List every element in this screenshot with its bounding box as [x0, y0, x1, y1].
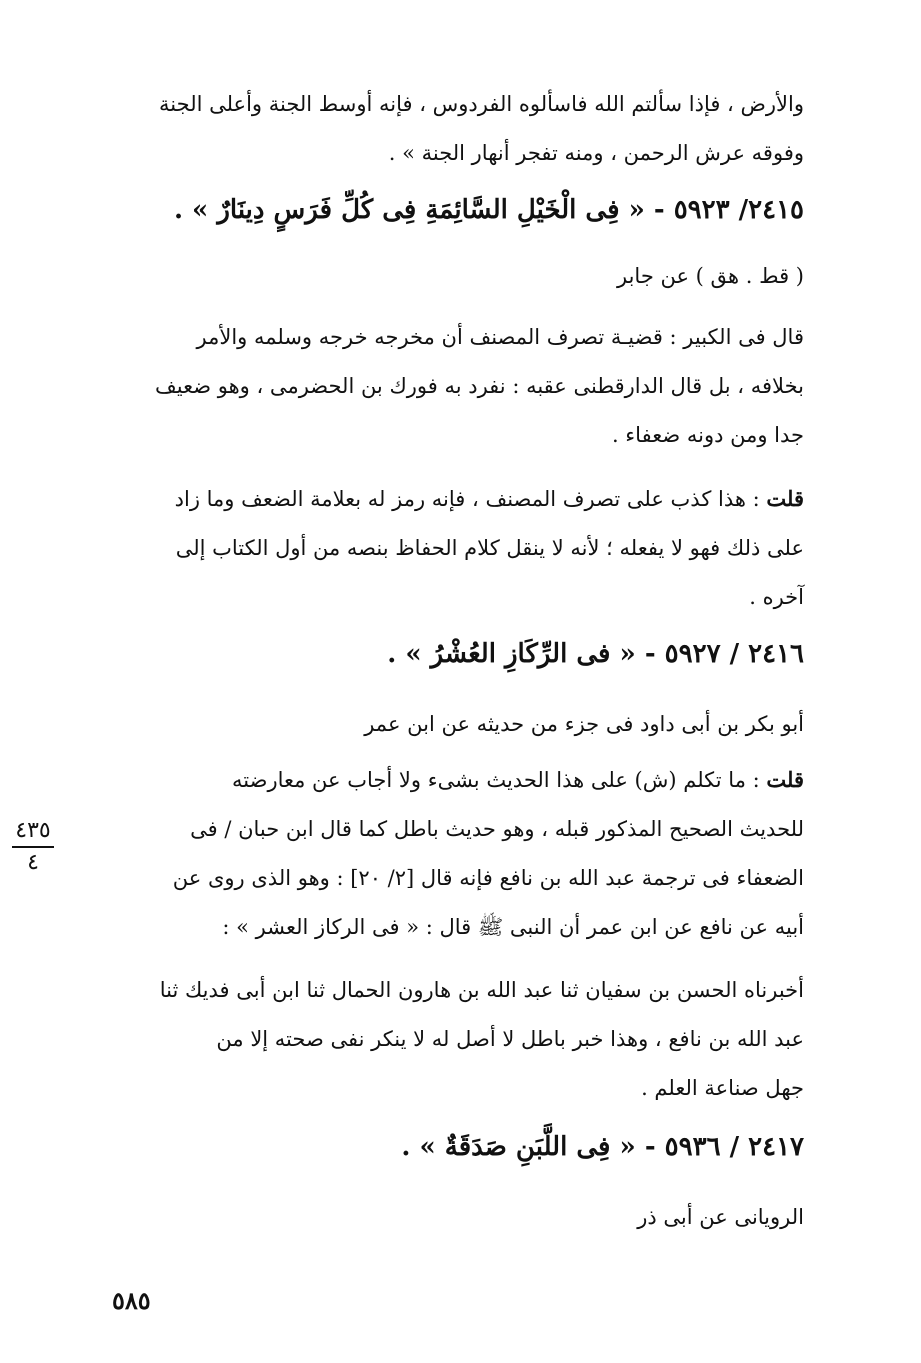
margin-reference-top: ٤٣٥	[15, 818, 51, 843]
hadith-source-2415: ( قط . هق ) عن جابر	[616, 264, 804, 288]
text-line: قال فى الكبير : قضيـة تصرف المصنف أن مخرجه خرجه وسلمه والأمر	[196, 325, 804, 349]
hadith-heading-2417: ٢٤١٧ / ٥٩٣٦ - « فِى اللَّبَنِ صَدَقَةٌ » .	[401, 1132, 804, 1162]
page-content	[88, 80, 804, 1242]
text-line: الضعفاء فى ترجمة عبد الله بن نافع فإنه قال [٢/ ٢٠] : وهو الذى روى عن	[172, 866, 804, 890]
qultu-label: قلت	[766, 486, 804, 511]
margin-reference-bottom: ٤	[27, 850, 39, 875]
text-line: على ذلك فهو لا يفعله ؛ لأنه لا ينقل كلام الحفاظ بنصه من أول الكتاب إلى	[175, 536, 804, 560]
paragraph-1	[88, 80, 804, 178]
text-line: للحديث الصحيح المذكور قبله ، وهو حديث باطل كما قال ابن حبان / فى	[190, 817, 804, 841]
hadith-source-2417: الرويانى عن أبى ذر	[637, 1205, 804, 1229]
text-line: آخره .	[749, 585, 804, 609]
text-line: أبيه عن نافع عن ابن عمر أن النبى ﷺ قال : « فى الركاز العشر » :	[222, 915, 804, 939]
qultu-label: قلت	[766, 767, 804, 792]
text-line: : هذا كذب على تصرف المصنف ، فإنه رمز له بعلامة الضعف وما زاد	[174, 487, 760, 511]
paragraph-qultu-1	[88, 474, 804, 622]
margin-page-reference	[8, 818, 58, 876]
text-line: : ما تكلم (ش) على هذا الحديث بشىء ولا أجاب عن معارضته	[232, 768, 760, 792]
text-line: بخلافه ، بل قال الدارقطنى عقبه : نفرد به فورك بن الحضرمى ، وهو ضعيف	[155, 374, 804, 398]
page-number: ٥٨٥	[112, 1286, 151, 1315]
hadith-source-2416: أبو بكر بن أبى داود فى جزء من حديثه عن ابن عمر	[364, 712, 804, 736]
paragraph-kabir	[88, 313, 804, 460]
text-line: عبد الله بن نافع ، وهذا خبر باطل لا أصل له لا ينكر نفى صحته إلا من	[216, 1027, 804, 1051]
paragraph-ibn-hibban	[88, 966, 804, 1113]
text-line: والأرض ، فإذا سألتم الله فاسألوه الفردوس ، فإنه أوسط الجنة وأعلى الجنة	[159, 92, 804, 116]
hadith-heading-2415: ٢٤١٥/ ٥٩٢٣ - « فِى الْخَيْلِ السَّائِمَةِ فِى كُلِّ فَرَسٍ دِينَارٌ » .	[173, 195, 804, 225]
text-line: جدا ومن دونه ضعفاء .	[611, 423, 804, 447]
text-line: جهل صناعة العلم .	[641, 1076, 804, 1100]
text-line: وفوقه عرش الرحمن ، ومنه تفجر أنهار الجنة » .	[388, 141, 804, 165]
paragraph-qultu-2	[88, 755, 804, 952]
hadith-heading-2416: ٢٤١٦ / ٥٩٢٧ - « فى الرِّكَازِ العُشْرُ » .	[387, 639, 804, 669]
text-line: أخبرناه الحسن بن سفيان ثنا عبد الله بن هارون الحمال ثنا ابن أبى فديك ثنا	[159, 978, 804, 1002]
margin-reference-divider	[12, 846, 54, 848]
